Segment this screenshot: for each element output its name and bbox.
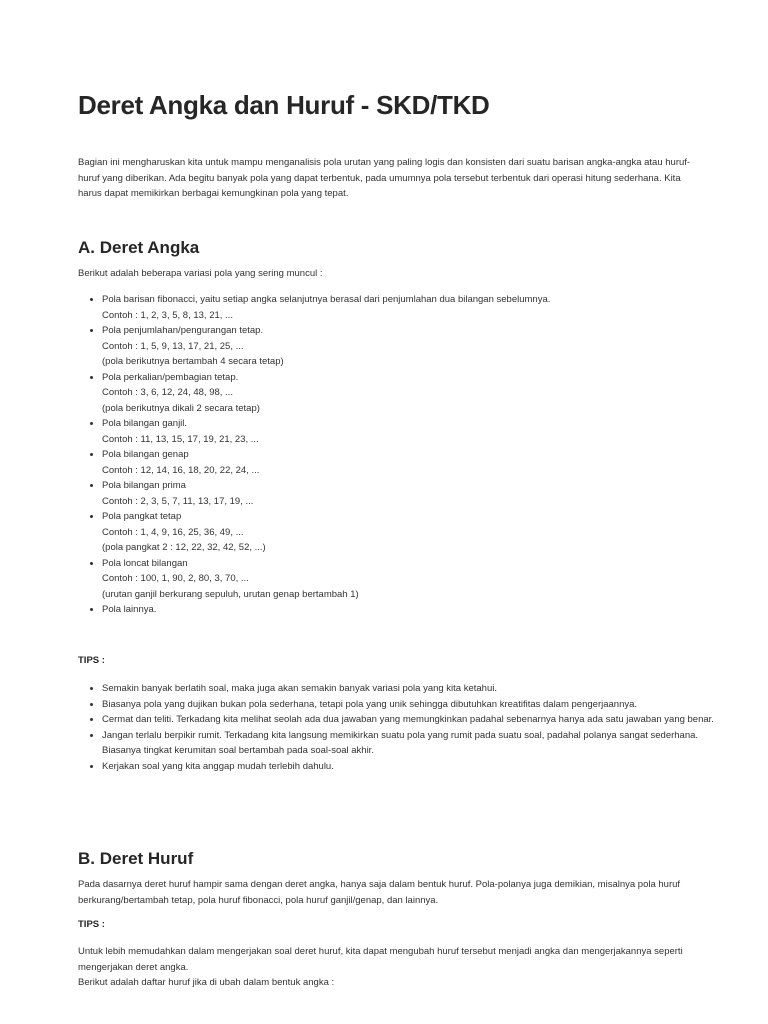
list-item: • Jangan terlalu berpikir rumit. Terkadang kita langsung memikirkan suatu pola yang rumit pada suatu soal, padahal polanya sangat sederhana. Biasanya tingkat kerumitan soal bertambah pada soal-soal akhir. xyxy=(102,728,716,759)
closing-text: Berikut adalah daftar huruf jika di ubah dalam bentuk angka : xyxy=(78,977,335,988)
pattern-list xyxy=(78,292,716,618)
list-item: • Biasanya pola yang dujikan bukan pola sederhana, tetapi pola yang unik sehingga dibutuhkan kreatifitas dalam pengerjaannya. xyxy=(102,697,716,713)
pattern-label: • Pola perkalian/pembagian tetap. xyxy=(102,371,239,383)
list-item xyxy=(102,323,716,370)
list-item xyxy=(102,509,716,556)
pattern-example: Contoh : 1, 5, 9, 13, 17, 21, 25, ... xyxy=(102,340,244,352)
section-a-heading: A. Deret Angka xyxy=(78,238,200,257)
pattern-label: • Pola pangkat tetap xyxy=(102,511,182,522)
pattern-label: • Pola loncat bilangan xyxy=(102,557,188,569)
pattern-example: Contoh : 2, 3, 5, 7, 11, 13, 17, 19, ... xyxy=(102,495,254,507)
list-item xyxy=(102,602,716,618)
pattern-label: • Pola penjumlahan/pengurangan tetap. xyxy=(102,325,264,336)
page-title: Deret Angka dan Huruf - SKD/TKD xyxy=(78,90,490,120)
pattern-example: Contoh : 1, 2, 3, 5, 8, 13, 21, ... xyxy=(102,309,233,321)
pattern-label: • Pola bilangan ganjil. xyxy=(102,418,188,429)
pattern-example: Contoh : 11, 13, 15, 17, 19, 21, 23, ... xyxy=(102,433,259,445)
list-item xyxy=(102,292,716,323)
pattern-example: Contoh : 100, 1, 90, 2, 80, 3, 70, ... xyxy=(102,573,249,584)
pattern-note: (urutan ganjil berkurang sepuluh, urutan genap bertambah 1) xyxy=(102,588,359,600)
tips-label: TIPS : xyxy=(78,655,105,666)
list-item xyxy=(102,556,716,603)
pattern-note: (pola pangkat 2 : 12, 22, 32, 42, 52, ...) xyxy=(102,542,266,553)
list-item xyxy=(102,370,716,417)
pattern-note: (pola berikutnya dikali 2 secara tetap) xyxy=(102,402,260,414)
pattern-example: Contoh : 1, 4, 9, 16, 25, 36, 49, ... xyxy=(102,526,244,538)
section-b-paragraph: Pada dasarnya deret huruf hampir sama dengan deret angka, hanya saja dalam bentuk huruf. Pola-polanya juga demikian, misalnya pola huruf berkurang/bertambah tetap, pola huruf fibonacci, pola huruf ganjil/genap, dan lainnya. xyxy=(78,879,681,906)
pattern-label: • Pola lainnya. xyxy=(102,604,157,615)
pattern-label: • Pola bilangan genap xyxy=(102,449,189,460)
pattern-label: • Pola bilangan prima xyxy=(102,480,186,491)
tips-text: Untuk lebih memudahkan dalam mengerjakan soal deret huruf, kita dapat mengubah huruf tersebut menjadi angka dan mengerjakannya seperti mengerjakan deret angka. xyxy=(78,946,683,973)
list-item xyxy=(102,478,716,509)
pattern-example: Contoh : 12, 14, 16, 18, 20, 22, 24, ... xyxy=(102,464,260,476)
pattern-label: • Pola barisan fibonacci, yaitu setiap angka selanjutnya berasal dari penjumlahan dua bilangan sebelumnya. xyxy=(102,294,551,305)
list-item xyxy=(102,416,716,447)
list-item: • Semakin banyak berlatih soal, maka juga akan semakin banyak variasi pola yang kita ketahui. xyxy=(102,681,716,697)
intro-paragraph: Bagian ini mengharuskan kita untuk mampu menganalisis pola urutan yang paling logis dan konsisten dari suatu barisan angka-angka atau huruf-huruf yang diberikan. Ada begitu banyak pola yang dapat terbentuk, pada umumnya pola tersebut terbentuk dari operasi hitung sederhana. Kita harus dapat memikirkan berbagai kemungkinan pola yang tepat. xyxy=(78,157,691,199)
pattern-note: (pola berikutnya bertambah 4 secara tetap) xyxy=(102,356,284,367)
tips-list xyxy=(78,681,716,774)
list-item: • Cermat dan teliti. Terkadang kita melihat seolah ada dua jawaban yang memungkinkan padahal sebenarnya hanya ada satu jawaban yang benar. xyxy=(102,712,716,728)
pattern-example: Contoh : 3, 6, 12, 24, 48, 98, ... xyxy=(102,387,233,398)
section-b-heading: B. Deret Huruf xyxy=(78,849,194,868)
section-b-tips-body xyxy=(78,944,692,991)
list-item: • Kerjakan soal yang kita anggap mudah terlebih dahulu. xyxy=(102,759,716,775)
tips-label: TIPS : xyxy=(78,919,105,930)
list-item xyxy=(102,447,716,478)
section-a-lead: Berikut adalah beberapa variasi pola yang sering muncul : xyxy=(78,268,323,279)
